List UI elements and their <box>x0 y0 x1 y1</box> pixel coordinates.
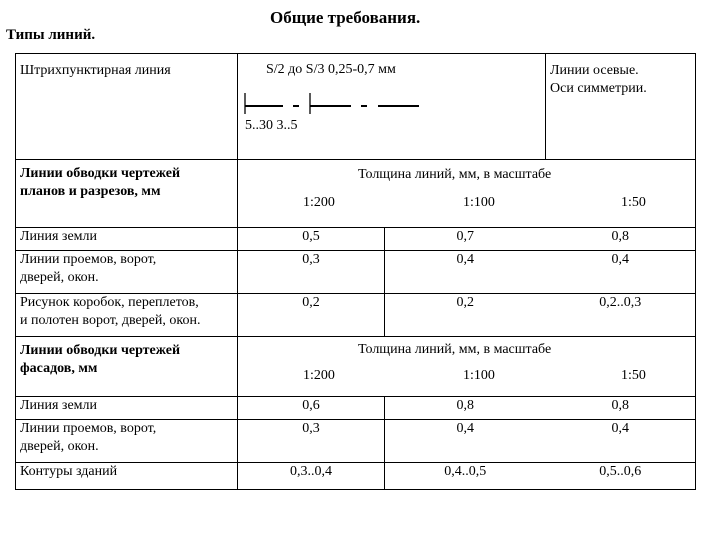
row-label: Линии проемов, ворот, дверей, окон. <box>16 420 238 463</box>
row-value: 0,4 <box>546 251 696 294</box>
facades-header-line-2: фасадов, мм <box>20 360 98 376</box>
row-value: 0,3..0,4 <box>238 463 385 490</box>
row-value: 0,6 <box>238 397 385 420</box>
line-type-row <box>16 54 696 160</box>
row-value: 0,8 <box>546 397 696 420</box>
row-value: 0,5..0,6 <box>546 463 696 490</box>
plans-scale-1-50: 1:50 <box>621 195 646 210</box>
plans-header-cell <box>16 160 238 228</box>
row-value: 0,4 <box>546 420 696 463</box>
row-value: 0,2 <box>385 294 546 337</box>
row-value: 0,5 <box>238 228 385 251</box>
line-type-name-cell <box>16 54 238 160</box>
plans-scale-1-100: 1:100 <box>463 195 495 210</box>
row-value: 0,8 <box>385 397 546 420</box>
plans-header-row <box>16 160 696 228</box>
row-value: 0,4..0,5 <box>385 463 546 490</box>
row-value: 0,3 <box>238 420 385 463</box>
row-value: 0,2 <box>238 294 385 337</box>
line-type-sample-cell <box>238 54 546 160</box>
row-label: Линии проемов, ворот, дверей, окон. <box>16 251 238 294</box>
plans-header-line-2: планов и разрезов, мм <box>20 183 161 199</box>
facades-header-row <box>16 337 696 397</box>
facades-header-cell <box>16 337 238 397</box>
line-purpose-1: Линии осевые. <box>550 63 639 78</box>
row-label: Контуры зданий <box>16 463 238 490</box>
row-value: 0,8 <box>546 228 696 251</box>
table-row <box>16 251 696 294</box>
row-value: 0,7 <box>385 228 546 251</box>
table-row <box>16 463 696 490</box>
line-type-name: Штрихпунктирная линия <box>20 63 171 78</box>
dash-lengths: 5..30 3..5 <box>245 118 298 133</box>
facades-scale-1-200: 1:200 <box>303 368 335 383</box>
facades-scale-title: Толщина линий, мм, в масштабе <box>358 342 552 357</box>
plans-scale-1-200: 1:200 <box>303 195 335 210</box>
row-value: 0,3 <box>238 251 385 294</box>
row-label: Линия земли <box>16 228 238 251</box>
row-value: 0,4 <box>385 420 546 463</box>
row-label: Рисунок коробок, переплетов, и полотен ворот, дверей, окон. <box>16 294 238 337</box>
plans-header-line-1: Линии обводки чертежей <box>20 166 181 181</box>
line-requirements-table <box>15 53 696 490</box>
table-row <box>16 420 696 463</box>
dash-dot-line-sample <box>238 54 538 151</box>
table-row <box>16 294 696 337</box>
plans-scale-header-cell <box>238 160 696 228</box>
page-title: Общие требования. <box>270 8 421 27</box>
plans-scale-title: Толщина линий, мм, в масштабе <box>358 167 552 182</box>
line-purpose-cell <box>546 54 696 160</box>
facades-scale-1-50: 1:50 <box>621 368 646 383</box>
facades-header-line-1: Линии обводки чертежей <box>20 343 181 358</box>
line-thickness: S/2 до S/3 0,25-0,7 мм <box>266 62 396 77</box>
facades-scale-1-100: 1:100 <box>463 368 495 383</box>
row-value: 0,2..0,3 <box>546 294 696 337</box>
table-row <box>16 397 696 420</box>
row-value: 0,4 <box>385 251 546 294</box>
section-subtitle: Типы линий. <box>6 27 96 43</box>
row-label: Линия земли <box>16 397 238 420</box>
line-purpose-2: Оси симметрии. <box>550 80 647 96</box>
table-row <box>16 228 696 251</box>
facades-scale-header-cell <box>238 337 696 397</box>
